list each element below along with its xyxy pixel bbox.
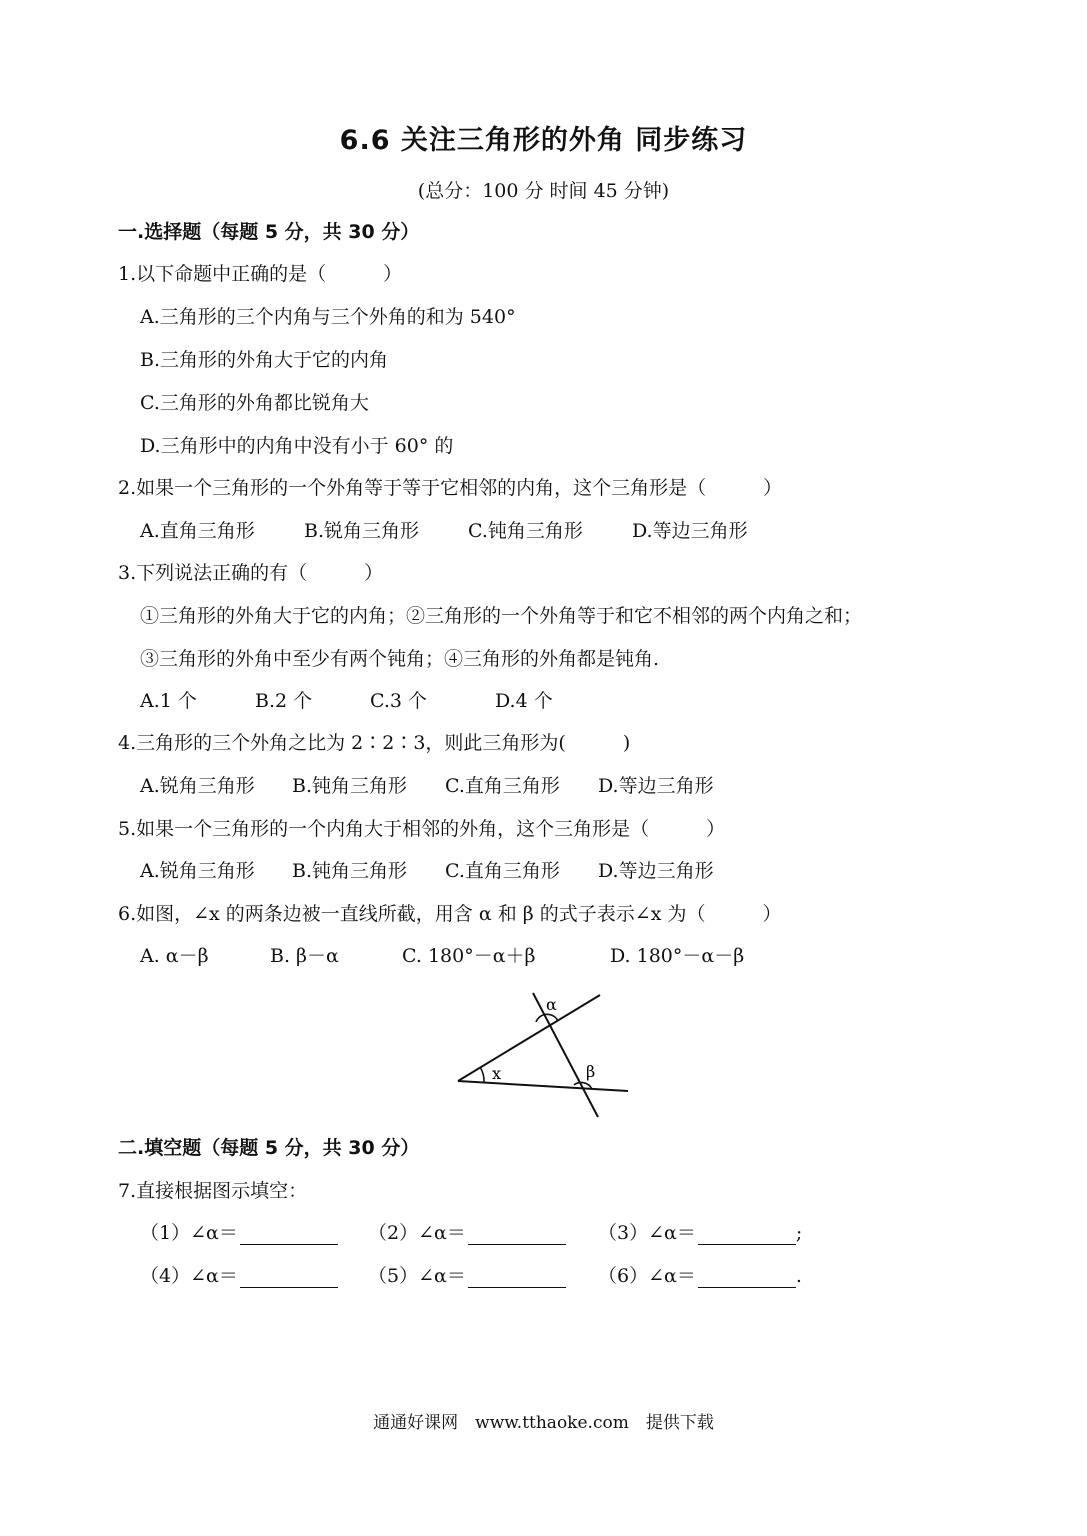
q7-item-3-label: （3）∠α＝ bbox=[598, 1222, 696, 1244]
q5-option-c: C.直角三角形 bbox=[445, 860, 560, 882]
q1-stem: 1.以下命题中正确的是（ ） bbox=[118, 263, 403, 285]
upper-ray-line bbox=[458, 995, 600, 1081]
q7-item-3 bbox=[598, 1221, 802, 1245]
section1-heading: 一.选择题（每题 5 分，共 30 分） bbox=[118, 221, 420, 243]
q4-option-c: C.直角三角形 bbox=[445, 775, 560, 797]
q7-item-5 bbox=[368, 1264, 566, 1288]
q2-option-a: A.直角三角形 bbox=[140, 520, 255, 542]
q5-option-b: B.钝角三角形 bbox=[292, 860, 408, 882]
q7-item-3-blank[interactable] bbox=[698, 1224, 796, 1245]
section2-heading: 二.填空题（每题 5 分，共 30 分） bbox=[118, 1137, 420, 1159]
q5-option-a: A.锐角三角形 bbox=[140, 860, 255, 882]
q2-option-b: B.锐角三角形 bbox=[304, 520, 420, 542]
q7-item-6-blank[interactable] bbox=[698, 1267, 796, 1288]
q7-item-1-blank[interactable] bbox=[240, 1224, 338, 1245]
footer-text: 通通好课网 www.tthaoke.com 提供下载 bbox=[373, 1413, 714, 1433]
q7-item-5-label: （5）∠α＝ bbox=[368, 1265, 466, 1287]
transversal-line bbox=[533, 993, 598, 1117]
q7-item-1 bbox=[140, 1221, 338, 1245]
q6-figure-diagram bbox=[440, 985, 650, 1125]
q4-option-a: A.锐角三角形 bbox=[140, 775, 255, 797]
q3-option-c: C.3 个 bbox=[370, 690, 428, 712]
q7-item-4 bbox=[140, 1264, 338, 1288]
q1-option-d: D.三角形中的内角中没有小于 60° 的 bbox=[140, 435, 454, 457]
x-label: x bbox=[492, 1064, 502, 1083]
q3-statement-2: ③三角形的外角中至少有两个钝角；④三角形的外角都是钝角. bbox=[140, 648, 660, 670]
angle-x-arc bbox=[480, 1067, 484, 1082]
q7-item-2-label: （2）∠α＝ bbox=[368, 1222, 466, 1244]
alpha-label: α bbox=[546, 995, 557, 1014]
q4-stem: 4.三角形的三个外角之比为 2∶2∶3，则此三角形为( ) bbox=[118, 732, 631, 754]
q2-option-c: C.钝角三角形 bbox=[468, 520, 583, 542]
q2-option-d: D.等边三角形 bbox=[632, 520, 748, 542]
q3-statement-1: ①三角形的外角大于它的内角；②三角形的一个外角等于和它不相邻的两个内角之和； bbox=[140, 605, 863, 627]
q7-item-6-label: （6）∠α＝ bbox=[598, 1265, 696, 1287]
q6-option-b: B. β－α bbox=[270, 945, 339, 967]
q1-option-b: B.三角形的外角大于它的内角 bbox=[140, 349, 389, 371]
q7-item-4-blank[interactable] bbox=[240, 1267, 338, 1288]
q7-item-4-label: （4）∠α＝ bbox=[140, 1265, 238, 1287]
q7-stem: 7.直接根据图示填空： bbox=[118, 1180, 308, 1202]
q7-item-1-label: （1）∠α＝ bbox=[140, 1222, 238, 1244]
q6-option-a: A. α－β bbox=[140, 945, 209, 967]
q7-item-2-blank[interactable] bbox=[468, 1224, 566, 1245]
q3-option-a: A.1 个 bbox=[140, 690, 197, 712]
q7-item-2 bbox=[368, 1221, 566, 1245]
q5-stem: 5.如果一个三角形的一个内角大于相邻的外角，这个三角形是（ ） bbox=[118, 818, 726, 840]
q4-option-b: B.钝角三角形 bbox=[292, 775, 408, 797]
q4-option-d: D.等边三角形 bbox=[598, 775, 714, 797]
page-title: 6.6 关注三角形的外角 同步练习 bbox=[339, 125, 748, 156]
beta-label: β bbox=[586, 1062, 596, 1081]
q7-row-1-end: ; bbox=[795, 1222, 803, 1244]
q6-option-c: C. 180°－α＋β bbox=[402, 945, 536, 967]
q7-row-2-end: . bbox=[795, 1265, 802, 1287]
q6-stem: 6.如图，∠x 的两条边被一直线所截，用含 α 和 β 的式子表示∠x 为（ ） bbox=[118, 903, 782, 925]
q3-option-d: D.4 个 bbox=[495, 690, 553, 712]
q3-option-b: B.2 个 bbox=[255, 690, 313, 712]
q3-stem: 3.下列说法正确的有（ ） bbox=[118, 562, 384, 584]
q1-option-a: A.三角形的三个内角与三个外角的和为 540° bbox=[140, 306, 516, 328]
q7-item-6 bbox=[598, 1264, 802, 1288]
lower-ray-line bbox=[458, 1081, 628, 1091]
q6-option-d: D. 180°－α－β bbox=[610, 945, 745, 967]
q1-option-c: C.三角形的外角都比锐角大 bbox=[140, 392, 369, 414]
q5-option-d: D.等边三角形 bbox=[598, 860, 714, 882]
page-subtitle: (总分：100 分 时间 45 分钟) bbox=[417, 180, 670, 202]
q7-item-5-blank[interactable] bbox=[468, 1267, 566, 1288]
q2-stem: 2.如果一个三角形的一个外角等于等于它相邻的内角，这个三角形是（ ） bbox=[118, 477, 783, 499]
